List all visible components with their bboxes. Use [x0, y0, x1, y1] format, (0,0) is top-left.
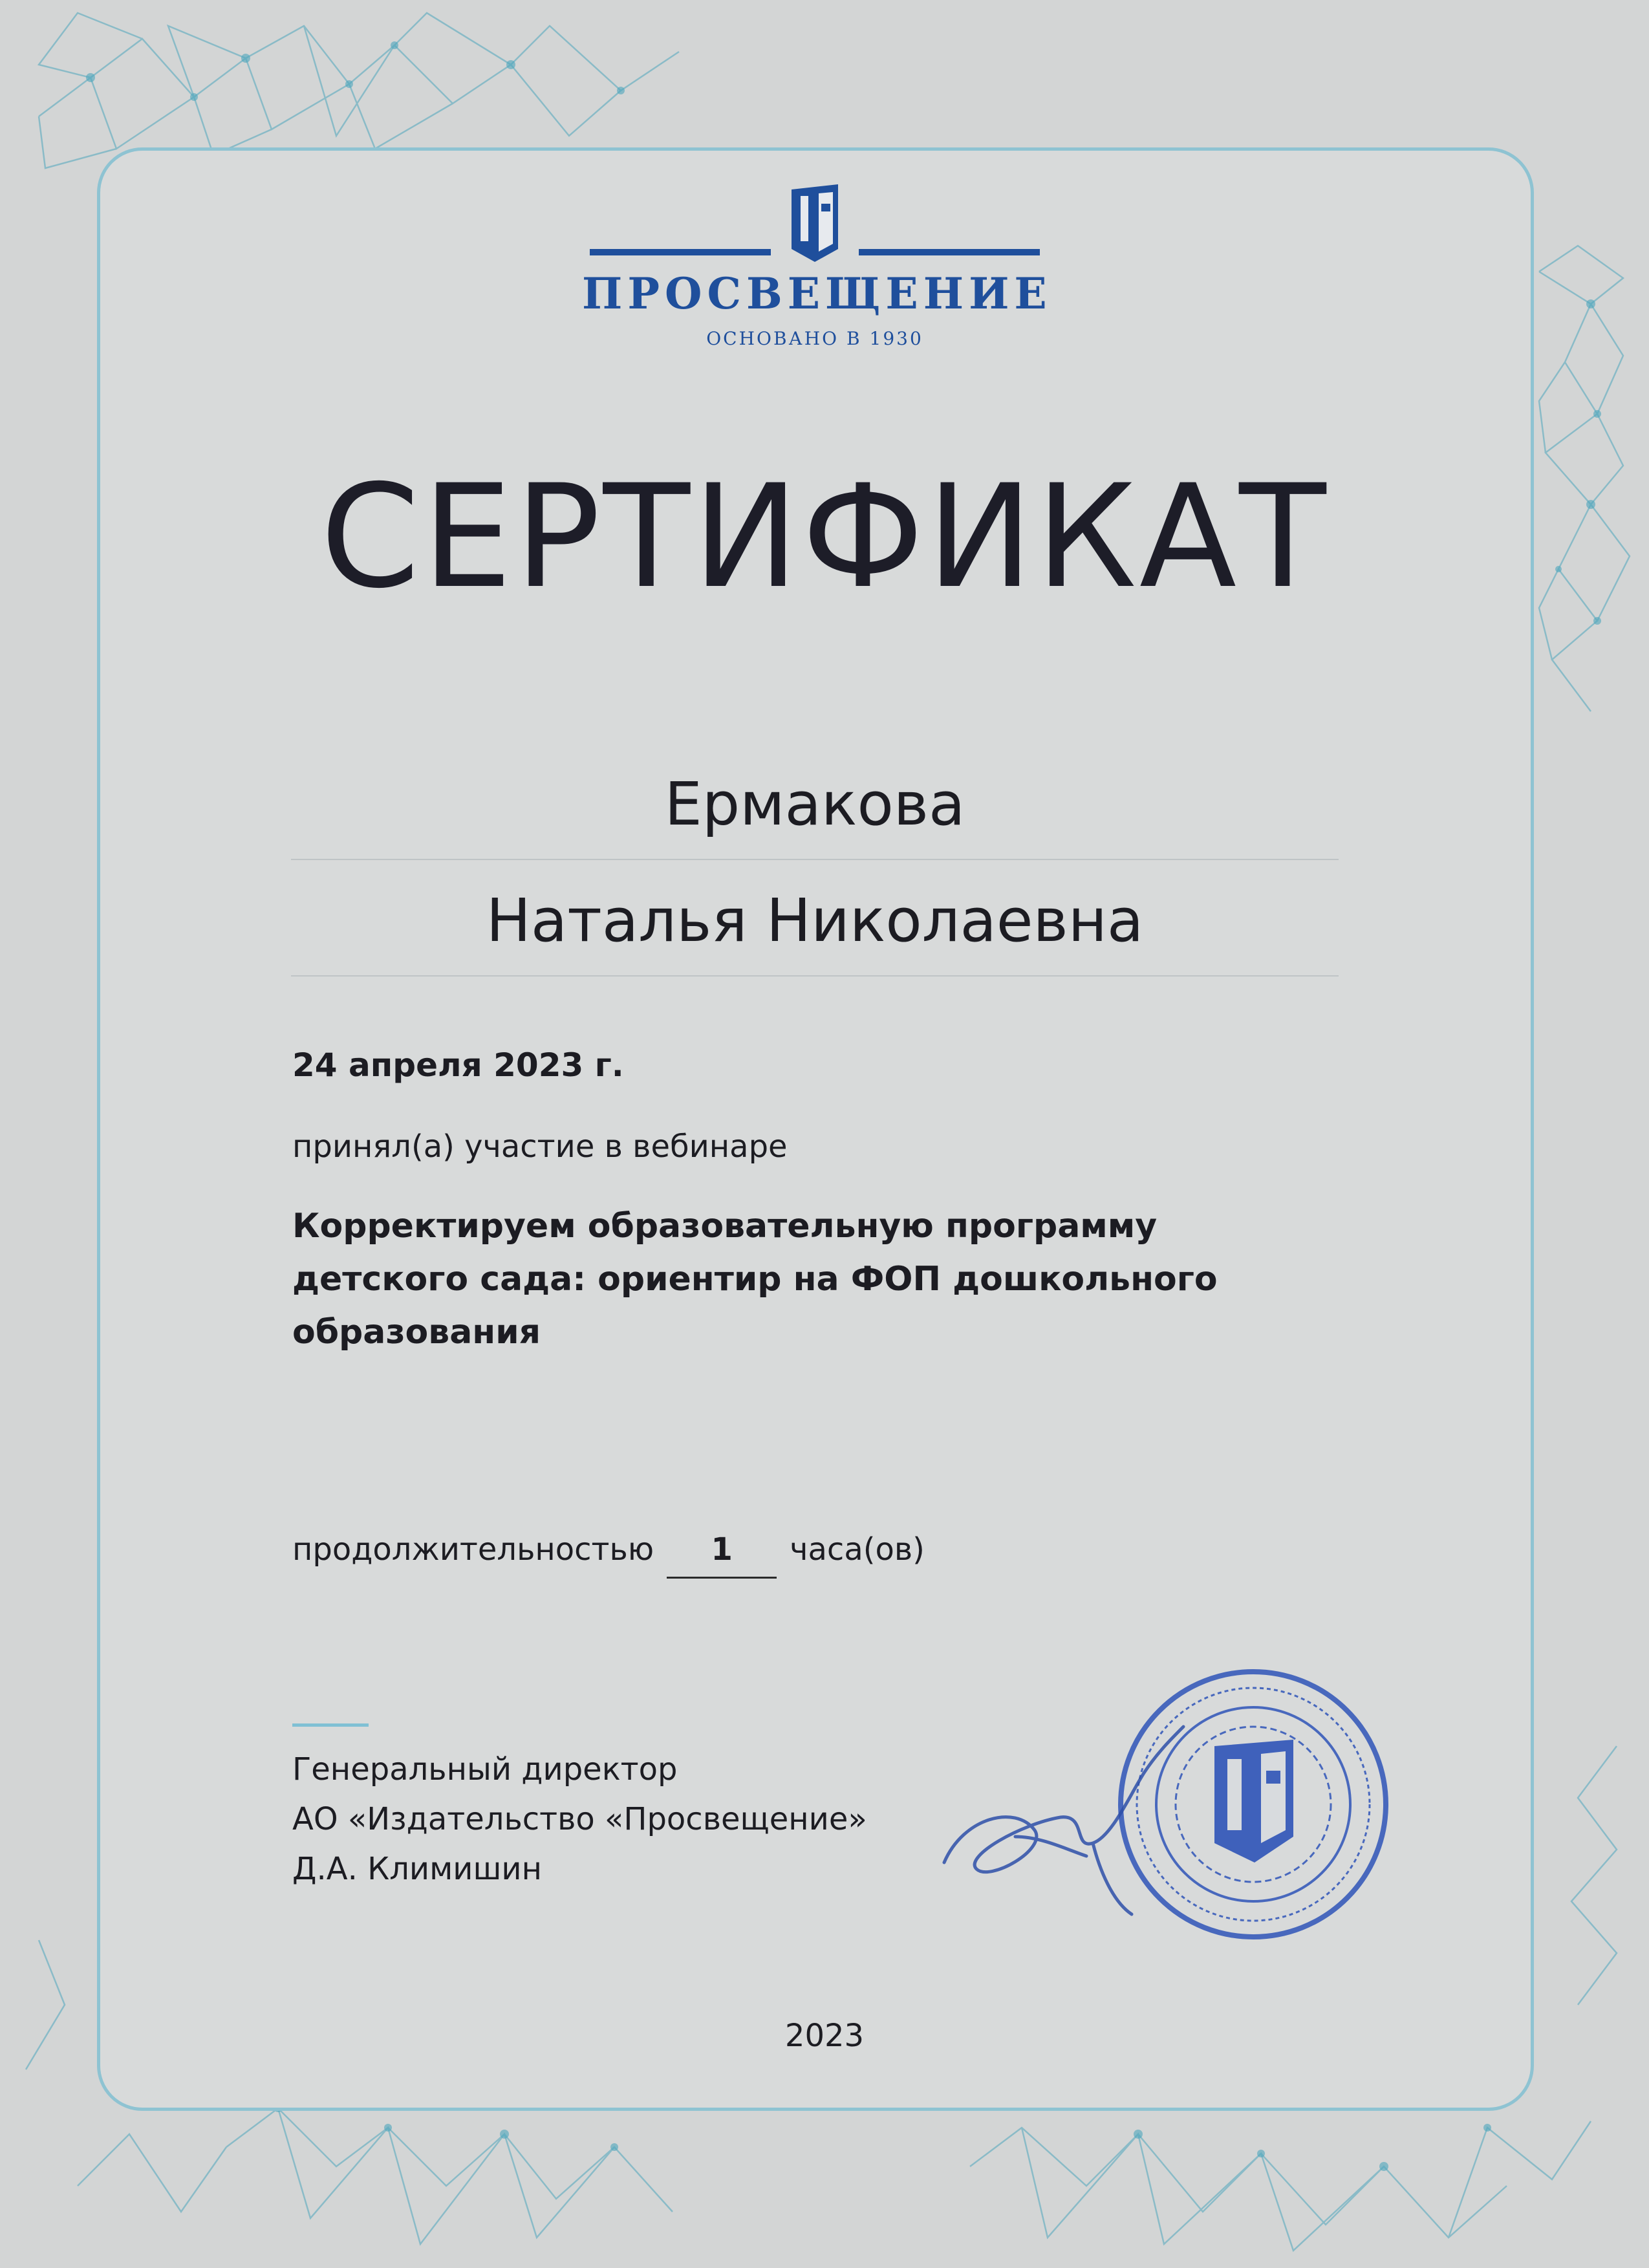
webinar-title-line: Корректируем образовательную программу — [292, 1207, 1158, 1246]
signatory-accent-line — [292, 1723, 369, 1727]
signatory-position: Генеральный директор — [292, 1751, 678, 1787]
signatory-organization: АО «Издательство «Просвещение» — [292, 1801, 867, 1837]
webinar-title — [292, 1200, 1327, 1359]
logo-wordmark: ПРОСВЕЩЕНИЕ — [582, 268, 1052, 319]
logo-right-line — [859, 249, 1040, 255]
signatory-name: Д.А. Климишин — [292, 1851, 542, 1887]
given-names-rule — [291, 975, 1339, 977]
duration-prefix: продолжительностью — [292, 1531, 654, 1568]
certificate-title: СЕРТИФИКАТ — [320, 454, 1329, 620]
duration-suffix: часа(ов) — [790, 1531, 925, 1568]
webinar-title-line: детского сада: ориентир на ФОП дошкольного — [292, 1260, 1218, 1299]
recipient-surname: Ермакова — [664, 770, 965, 839]
logo-tagline: ОСНОВАНО В 1930 — [706, 328, 923, 349]
handwritten-signature — [938, 1720, 1216, 1934]
event-date: 24 апреля 2023 г. — [292, 1046, 624, 1084]
webinar-title-line: образования — [292, 1313, 541, 1352]
duration-hours: 1 — [667, 1531, 777, 1579]
surname-rule — [291, 859, 1339, 860]
certificate-year: 2023 — [784, 2018, 865, 2054]
prosveshchenie-logo — [582, 184, 1052, 359]
participation-text: принял(а) участие в вебинаре — [292, 1129, 788, 1165]
logo-left-line — [590, 249, 771, 255]
duration-line — [292, 1531, 925, 1579]
recipient-given-names: Наталья Николаевна — [486, 886, 1144, 955]
prosveshchenie-emblem-icon — [788, 184, 842, 262]
